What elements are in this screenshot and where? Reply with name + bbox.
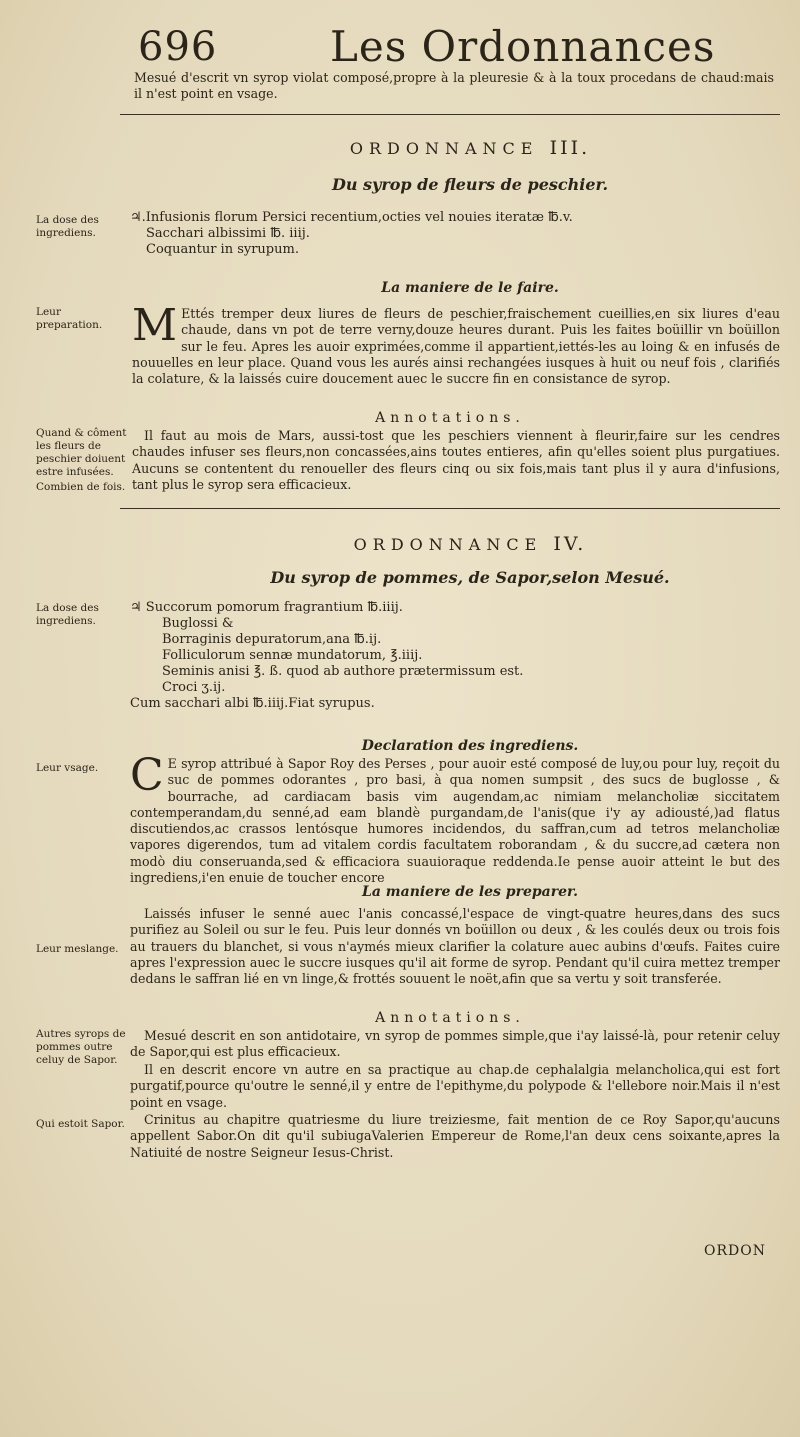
recipe-line: Buglossi & xyxy=(162,616,234,631)
margin-note-preparation: Leur preparation. xyxy=(36,306,103,331)
section-rule xyxy=(120,508,780,509)
recipe-line: Seminis anisi ℥. ß. quod ab authore prætermissum est. xyxy=(162,664,524,679)
recipe-line: Folliculorum sennæ mundatorum, ℥.iiij. xyxy=(162,648,423,663)
recipe-line: Borraginis depuratorum,ana ℔.ij. xyxy=(162,632,382,647)
annotations-paragraph-3: Crinitus au chapitre quatriesme du liure treiziesme, fait mention de ce Roy Sapor,qu'aucuns appellent Sabor.On dit qu'il subiugaValerien Empereur de Rome,l'an deux cens soixante,apres la Natiuité de nostre Seigneur Iesus-Christ. xyxy=(130,1112,780,1160)
ordonnance-number: III. xyxy=(549,137,591,159)
preparation-title: La maniere de les preparer. xyxy=(362,884,578,900)
method-paragraph xyxy=(132,300,780,387)
annotations-heading: Annotations. xyxy=(375,1010,525,1026)
annotations-paragraph-2: Il en descrit encore vn autre en sa practique au chap.de cephalalgia melancholica,qui est fort purgatif,pource qu'outre le senné,il y entre de l'epithyme,du polypode & l'ellebore noir.Mais il n'est point en vsage. xyxy=(130,1062,780,1110)
catchword: ORDON xyxy=(704,1243,766,1259)
method-title: La maniere de le faire. xyxy=(381,280,559,296)
margin-note-sapor: Qui estoit Sapor. xyxy=(36,1118,125,1130)
ordonnance-4-heading xyxy=(200,533,740,555)
page-number: 696 xyxy=(138,24,218,70)
annotations-heading: Annotations. xyxy=(375,410,525,426)
margin-note-dose: La dose des ingrediens. xyxy=(36,214,99,239)
margin-note-howmany: Combien de fois. xyxy=(36,481,126,493)
preparation-paragraph: Laissés infuser le senné auec l'anis concassé,l'espace de vingt-quatre heures,dans des sucs purifiez au Soleil ou sur le feu. Puis leur donnés vn boüillon ou deux , & les coulés deux ou trois fois au trauers du blanchet, si vous n'aymés mieux clarifier la colature auec aubins d'œufs. Faites cuire apres l'expression auec le succre iusques qu'il ait forme de syrop. Pendant qu'il cuira mettez tremper dedans le saffran lié en vn linge,& frottés souuent le noët,afin que sa vertu y soit transferée. xyxy=(130,906,780,987)
margin-note-mixing: Leur meslange. xyxy=(36,943,119,955)
method-text: Ettés tremper deux liures de fleurs de peschier,fraischement cueillies,en six liures d'eau chaude, dans vn pot de terre verny,douze heures durant. Puis les faites boüillir vn boüillon sur le feu. Apres les auoir exprimées,comme il appartient,iettés-les au loing & en infusés de nouuelles en leur place. Quand vous les aurés ainsi rechangées iusques à huit ou neuf fois , clarifiés la colature, & la laissés cuire doucement auec le succre fin en consistance de syrop. xyxy=(132,306,780,387)
drop-cap: M xyxy=(132,300,178,351)
drop-cap: C xyxy=(130,750,164,801)
recipe-list xyxy=(130,600,523,712)
declaration-text: E syrop attribué à Sapor Roy des Perses , pour auoir esté composé de luy,ou pour luy, reçoit du suc de pommes odorantes , pro basi, à qua nomen sumpsit , des sucs de buglosse , & bourrache, ad cardiacam basis vim augendam,ac nimiam melancholiæ siccitatem contemperandam,du senné,ad eam blandè purgandam,de l'anis(que i'y ay adiousté,)ad flatus discutiendos,ac crassos lentósque humores incidendos, du saffran,cum ad tetros melancholiæ vapores digerendos, tum ad vitalem cordis facultatem roborandam , & du succre,ad cætera non modò diu conseruanda,sed & efficaciora suauioraque reddenda.Ie pense auoir atteint le but des ingrediens,i'en enuie de toucher encore xyxy=(130,756,780,886)
running-title: Les Ordonnances xyxy=(330,22,716,71)
section-rule xyxy=(120,114,780,115)
intro-paragraph: Mesué d'escrit vn syrop violat composé,propre à la pleuresie & à la toux procedans de chaud:mais il n'est point en vsage. xyxy=(134,70,774,102)
margin-note-when: Quand & côment les fleurs de peschier doiuent estre infusées. xyxy=(36,427,127,478)
recipe-line: Croci ʒ.ij. xyxy=(162,680,226,695)
recipe-line: ♃.Infusionis florum Persici recentium,octies vel nouies iteratæ ℔.v. xyxy=(130,210,573,225)
annotations-paragraph-1: Mesué descrit en son antidotaire, vn syrop de pommes simple,que i'ay laissé-là, pour retenir celuy de Sapor,qui est plus efficacieux. xyxy=(130,1028,780,1060)
ordonnance-number: IV. xyxy=(553,533,587,555)
ordonnance-3-title: Du syrop de fleurs de peschier. xyxy=(331,175,609,194)
ordonnance-label: ORDONNANCE xyxy=(353,535,543,554)
declaration-paragraph xyxy=(130,750,780,886)
declaration-title: Declaration des ingrediens. xyxy=(361,738,579,754)
annotations-paragraph: Il faut au mois de Mars, aussi-tost que les peschiers viennent à fleurir,faire sur les cendres chaudes infuser ses fleurs,non concassées,ains toutes entieres, afin qu'elles soient plus purgatiues. Aucuns se contentent du renoueller des fleurs cinq ou six fois,mais tant plus il y aura d'infusions, tant plus le syrop sera efficacieux. xyxy=(132,428,780,492)
ordonnance-4-title: Du syrop de pommes, de Sapor,selon Mesué. xyxy=(270,568,670,587)
margin-note-dose: La dose des ingrediens. xyxy=(36,602,99,627)
recipe-list xyxy=(130,210,573,258)
recipe-line: Sacchari albissimi ℔. iiij. xyxy=(146,226,310,241)
margin-note-usage: Leur vsage. xyxy=(36,762,99,774)
ordonnance-label: ORDONNANCE xyxy=(349,139,539,158)
recipe-line: Cum sacchari albi ℔.iiij.Fiat syrupus. xyxy=(130,696,375,711)
recipe-line: ♃ Succorum pomorum fragrantium ℔.iiij. xyxy=(130,600,403,615)
recipe-line: Coquantur in syrupum. xyxy=(146,242,299,257)
margin-note-others: Autres syrops de pommes outre celuy de Sapor. xyxy=(36,1028,126,1066)
ordonnance-3-heading xyxy=(200,137,740,159)
